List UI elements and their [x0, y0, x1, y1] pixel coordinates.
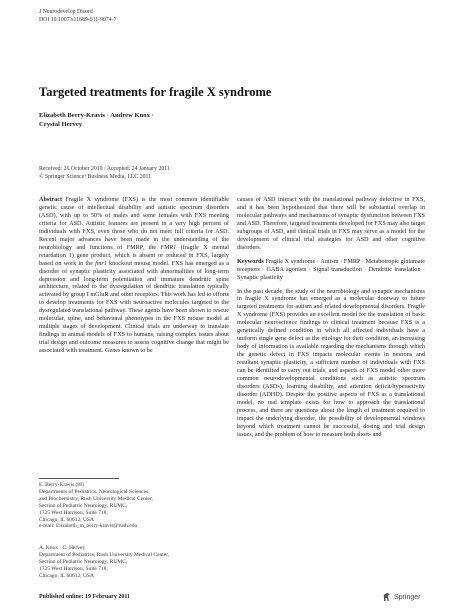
right-column — [237, 196, 425, 445]
affiliation-1-line: Section of Pediatric Neurology, RUMC, — [39, 502, 128, 509]
affiliation-2-line: Chicago, IL 60612, USA — [39, 572, 94, 579]
publisher-logo — [382, 592, 420, 602]
mouse-gene: fmr1 — [95, 259, 107, 267]
publisher-name: Springer — [394, 593, 421, 601]
gene-name: FMR1 — [160, 243, 177, 251]
abstract-text-2: (fragile X mental retardation 1) gene product, which is absent or reduced in FXS, largely based on work in the — [39, 243, 230, 267]
received-dates: Received: 26 October 2010 / Accepted: 24 January 2011 — [39, 166, 170, 172]
author-line-2: Crystal Hervey — [39, 121, 83, 128]
abstract-continuation: causes of ASD interact with the translational pathway defective in FXS, and it has been hypothesized that there will be substantial overlap in molecular pathways and mechanisms of synaptic dysfunction between FXS and ASD. Therefore, targeted treatments developed for FXS may also target subgroups of ASD, and clinical trials in FXS may serve as a model for the development of clinical trial strategies for ASD and other cognitive disorders. — [237, 196, 425, 251]
paper-title: Targeted treatments for fragile X syndrome — [39, 85, 272, 99]
journal-name: J Neurodevelop Disord — [39, 9, 93, 15]
affiliation-2-line: 1725 West Harrison, Suite 718, — [39, 565, 108, 572]
author-line-1: Elizabeth Berry-Kravis · Andrew Knox · — [39, 112, 154, 119]
body-paragraph: In the past decade, the study of the neurobiology and synaptic mechanisms in fragile X syndrome has emerged as a molecular doorway to future targeted treatments for autism and related developmental disorders. Fragile X syndrome (FXS) provides an excellent model for the translation of basic molecular neuroscience findings to clinical treatment because FXS is a genetically defined condition in which all affected individuals have a uniform single gene defect as the etiology for their condition, an increasing body of information is available regarding the mechanisms through which the genetic defect in FXS impacts molecular events in neurons and resultant synaptic plasticity, a sufficient number of individuals with FXS can be identified to carry out trials, and aspects of FXS model other more common neurodevelopmental conditions such as autistic spectrum disorders (ASDs), learning disability, and attention deficit/hyperactivity disorder (ADHD). Despite the positive aspects of FXS as a translational model, no real template exists for how to approach the translational process, and there are questions about the length of treatment required to impact the underlying disorder, the possibility of developmental windows beyond which treatment cannot be successful, dosing and trial design issues, and the problem of how to measure both short- and — [237, 287, 425, 438]
affiliation-block-1 — [39, 482, 229, 530]
affiliation-1-line: Departments of Pediatrics, Neurological Sciences, — [39, 488, 150, 495]
affiliation-1-line: 1725 West Harrison, Suite 718, — [39, 509, 108, 516]
received-info — [39, 166, 170, 181]
affiliation-1-name: E. Berry-Kravis (✉) — [39, 482, 84, 488]
affiliation-2-line: Department of Pediatrics, Rush University Medical Center, — [39, 551, 170, 558]
affiliation-1-line: and Biochemistry, Rush University Medical Center, — [39, 495, 153, 502]
affiliation-block-2 — [39, 545, 229, 580]
abstract-text-1: Fragile X syndrome (FXS) is the most common identifiable genetic cause of intellectual disability and autistic spectrum disorders (ASD), with up to 50% of males and some females with FXS meeting criteria for ASD. Autistic features are present in a very high percent of individuals with FXS, even those who do not meet full criteria for ASD. Recent major advances have been made in the understanding of the neurobiology and functions of FMRP, the — [39, 196, 230, 251]
footnote-rule — [39, 478, 119, 479]
affiliation-1-email[interactable]: e-mail: Elizabeth_m_berry-kravis@rush.edu — [39, 523, 138, 530]
abstract-text-3: knockout mouse model. FXS has emerged as a disorder of synaptic plasticity associated with abnormalities of long-term depression and long-term potentiation and immature dendritic spine architecture, related to the dysregulation of dendritic translation typically activated by group I mGluR and other receptors. This work has led to efforts to develop treatments for FXS with neuroactive molecules targeted to the dysregulated translational pathway. These agents have been shown to rescue molecular, spine, and behavioral phenotypes in the FXS mouse model at multiple stages of development. Clinical trials are underway to translate findings in animal models of FXS to humans, raising complex issues about trial design and outcome measures to assess cognitive change that might be associated with treatment. Genes known to be — [39, 259, 229, 355]
abstract-paragraph — [39, 196, 229, 355]
affiliation-1-line: Chicago, IL 60612, USA — [39, 516, 94, 523]
published-online: Published online: 19 February 2011 — [39, 594, 131, 600]
affiliation-2-name: A. Knox · C. Hervey — [39, 545, 86, 551]
affiliation-2-line: Section of Pediatric Neurology, RUMC, — [39, 558, 128, 565]
keywords-paragraph — [237, 258, 425, 282]
abstract-label: Abstract — [39, 196, 63, 203]
author-list — [39, 111, 154, 129]
keywords-label: Keywords — [237, 257, 264, 265]
journal-header — [39, 9, 117, 24]
keywords-text: Fragile X syndrome · Autism · FMRP · Metabotropic glutamate receptors · GABA agonists · Signal transduction · Dendritic translation · Synaptic plasticity — [237, 257, 425, 281]
left-column — [39, 196, 229, 361]
doi: DOI 10.1007/s11689-011-9074-7 — [39, 16, 117, 23]
copyright: © Springer Science+Business Media, LLC 2011 — [39, 173, 152, 180]
springer-horse-icon — [382, 592, 391, 602]
